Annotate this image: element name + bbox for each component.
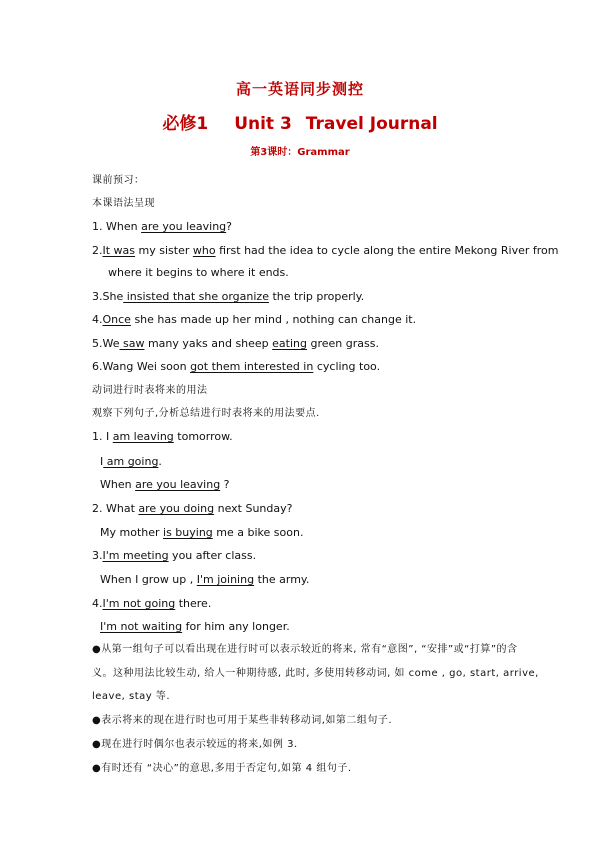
example-1: 1. When are you leaving? [92, 220, 232, 233]
preview-heading: 课前预习： [92, 175, 145, 186]
example-2-continued: where it begins to where it ends. [108, 266, 289, 279]
note-3: ●现在进行时偶尔也表示较远的将来,如例 3. [92, 739, 298, 750]
example-4: 4.Once she has made up her mind , nothing can change it. [92, 313, 417, 326]
note-1-line-1: ●从第一组句子可以看出现在进行时可以表示较近的将来, 常有“意图”, “安排”或“打算”的含 [92, 644, 518, 655]
unit-title [0, 109, 600, 134]
sentence-1b: I am going. [100, 455, 162, 468]
example-2: 2.It was my sister who first had the idea to cycle along the entire Mekong River from [92, 244, 559, 257]
example-3: 3.She insisted that she organize the trip properly. [92, 290, 365, 303]
section-heading: 动词进行时表将来的用法 [92, 385, 208, 396]
sentence-4: 4.I'm not going there. [92, 597, 212, 610]
note-1-line-2: 义。这种用法比较生动, 给人一种期待感, 此时, 多使用转移动词, 如 come , go, start, arrive, [92, 668, 539, 679]
sentence-3b: When I grow up , I'm joining the army. [100, 573, 310, 586]
lesson-subtitle: 第3课时：Grammar [250, 147, 350, 158]
note-4: ●有时还有 “决心”的意思,多用于否定句,如第 4 组句子. [92, 763, 352, 774]
sentence-3: 3.I'm meeting you after class. [92, 549, 257, 562]
unit-label: Unit 3 [234, 114, 292, 134]
sentence-2: 2. What are you doing next Sunday? [92, 502, 293, 515]
unit-prefix: 必修1 [162, 114, 209, 134]
sentence-2b: My mother is buying me a bike soon. [100, 526, 304, 539]
example-6: 6.Wang Wei soon got them interested in cycling too. [92, 360, 381, 373]
grammar-heading: 本课语法呈现 [92, 198, 155, 209]
example-5: 5.We saw many yaks and sheep eating green grass. [92, 337, 379, 350]
unit-name: Travel Journal [305, 114, 438, 134]
note-2: ●表示将来的现在进行时也可用于某些非转移动词,如第二组句子. [92, 715, 393, 726]
section-instruction: 观察下列句子,分析总结进行时表将来的用法要点. [92, 408, 320, 419]
sentence-1: 1. I am leaving tomorrow. [92, 430, 233, 443]
note-1-line-3: leave, stay 等. [92, 691, 171, 702]
document-title: 高一英语同步测控 [235, 80, 364, 98]
sentence-4b: I'm not waiting for him any longer. [100, 620, 290, 633]
sentence-1c: When are you leaving ? [100, 478, 230, 491]
